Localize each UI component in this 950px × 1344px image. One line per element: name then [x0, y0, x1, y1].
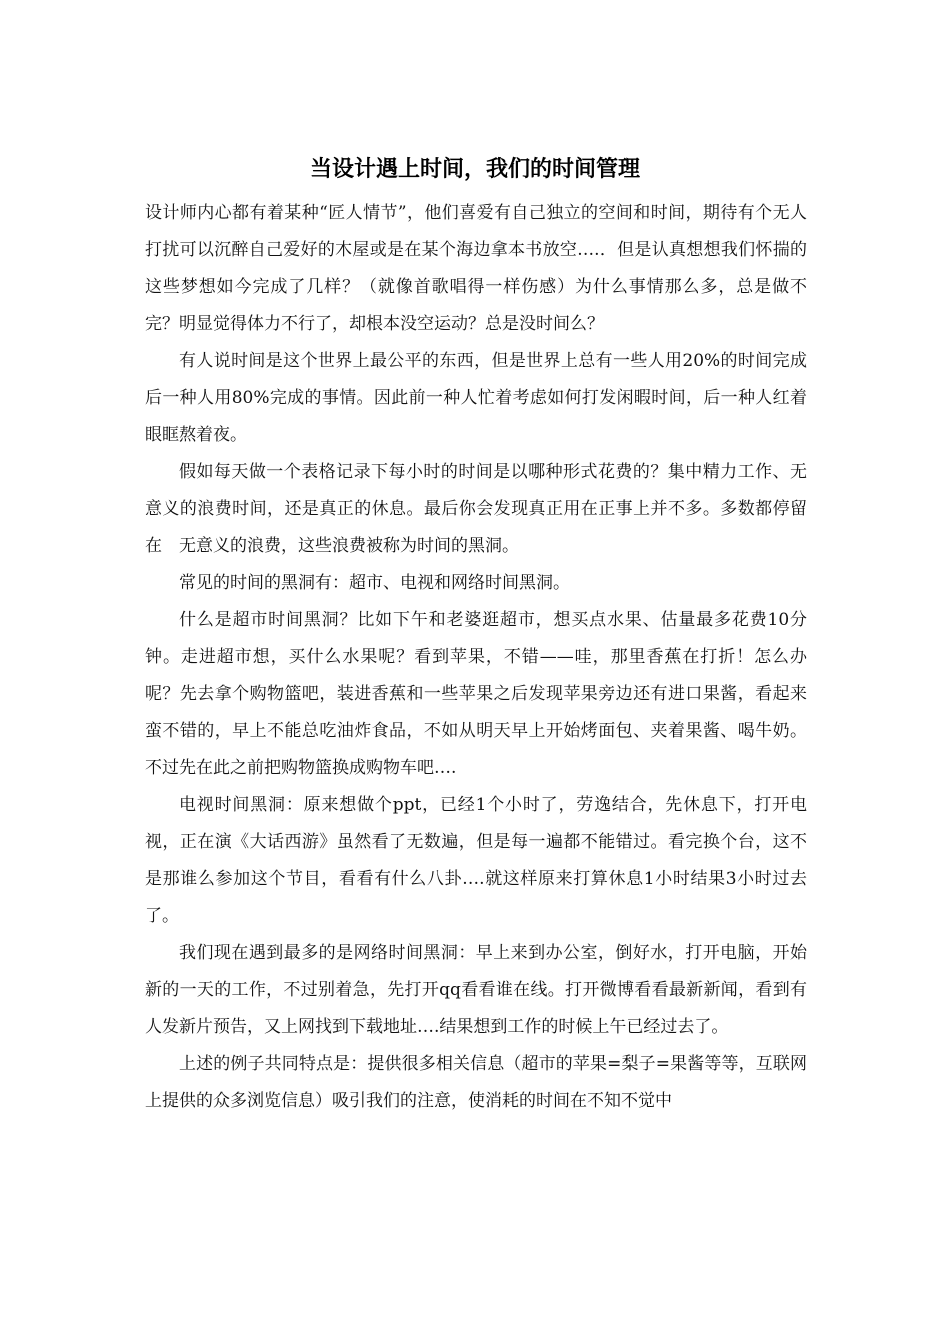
paragraph-6: 电视时间黑洞：原来想做个ppt，已经1个小时了，劳逸结合，先休息下，打开电视，正在演《大话西游》虽然看了无数遍，但是每一遍都不能错过。看完换个台，这不是那谁么参加这个节目，看看有什么八卦….就这样原来打算休息1小时结果3小时过去了。 [145, 795, 807, 926]
paragraph-1: 设计师内心都有着某种“匠人情节”，他们喜爱有自己独立的空间和时间，期待有个无人打扰可以沉醉自己爱好的木屋或是在某个海边拿本书放空….．但是认真想想我们怀揣的这些梦想如今完成了几样？（就像首歌唱得一样伤感）为什么事情那么多，总是做不完？明显觉得体力不行了，却根本没空运动？总是没时间么？ [145, 203, 807, 334]
document-body [145, 195, 807, 1120]
paragraph-7: 我们现在遇到最多的是网络时间黑洞：早上来到办公室，倒好水，打开电脑，开始新的一天的工作，不过别着急，先打开qq看看谁在线。打开微博看看最新新闻，看到有人发新片预告，又上网找到下载地址….结果想到工作的时候上午已经过去了。 [145, 943, 807, 1037]
paragraph-3: 假如每天做一个表格记录下每小时的时间是以哪种形式花费的？集中精力工作、无意义的浪费时间，还是真正的休息。最后你会发现真正用在正事上并不多。多数都停留在 无意义的浪费，这些浪费被称为时间的黑洞。 [145, 462, 807, 556]
paragraph-5: 什么是超市时间黑洞？比如下午和老婆逛超市，想买点水果、估量最多花费10分钟。走进超市想，买什么水果呢？看到苹果，不错——哇，那里香蕉在打折！怎么办呢？先去拿个购物篮吧，装进香蕉和一些苹果之后发现苹果旁边还有进口果酱，看起来蛮不错的，早上不能总吃油炸食品，不如从明天早上开始烤面包、夹着果酱、喝牛奶。不过先在此之前把购物篮换成购物车吧…. [145, 610, 807, 778]
paragraph-8: 上述的例子共同特点是：提供很多相关信息（超市的苹果=梨子=果酱等等，互联网上提供的众多浏览信息）吸引我们的注意，使消耗的时间在不知不觉中 [145, 1054, 807, 1111]
document-title: 当设计遇上时间，我们的时间管理 [309, 157, 640, 182]
paragraph-4: 常见的时间的黑洞有：超市、电视和网络时间黑洞。 [179, 573, 570, 593]
paragraph-2: 有人说时间是这个世界上最公平的东西，但是世界上总有一些人用20%的时间完成后一种人用80%完成的事情。因此前一种人忙着考虑如何打发闲暇时间，后一种人红着眼眶熬着夜。 [145, 351, 807, 445]
